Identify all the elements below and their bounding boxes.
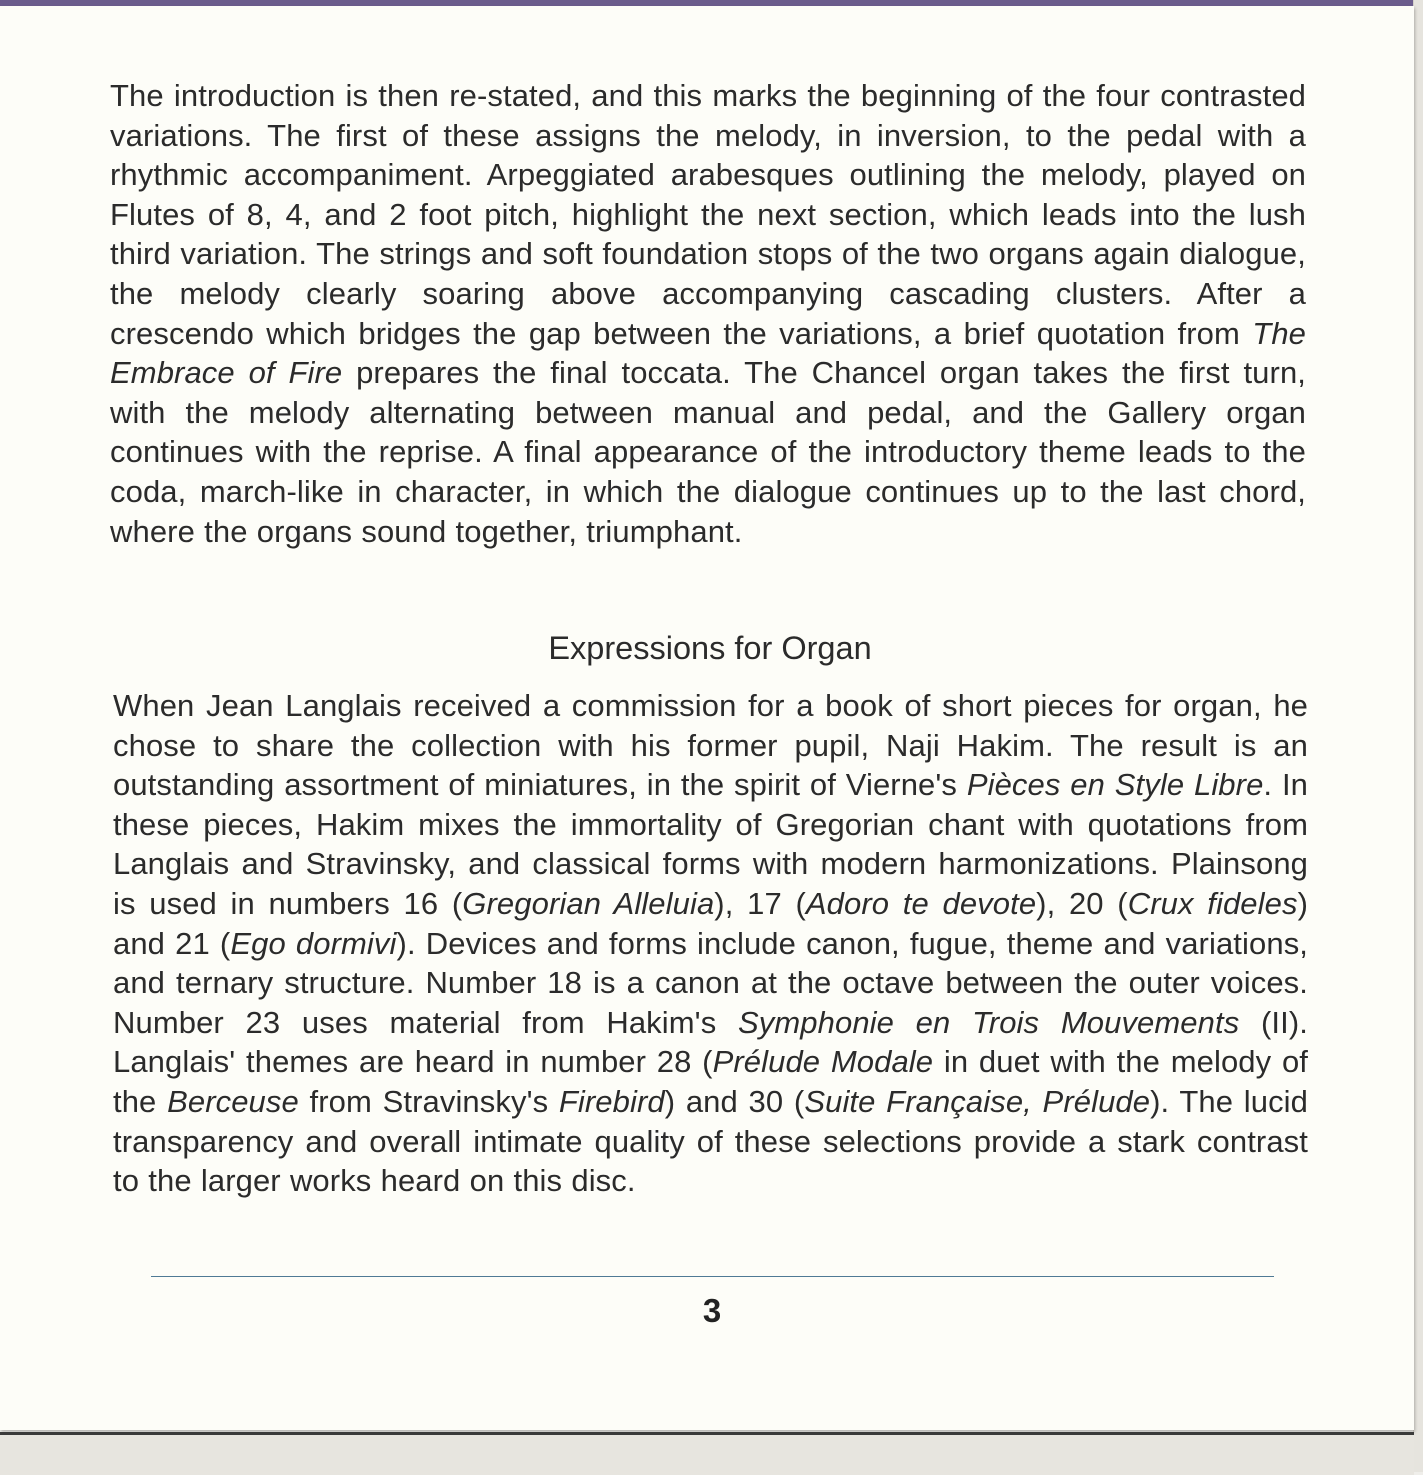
text-run: from Stravinsky's	[298, 1083, 559, 1119]
section-heading: Expressions for Organ	[548, 630, 872, 666]
text-run: ). The lucid transparency and overall intimate quality of these selections provide a stark contrast to the larger works heard on this disc.	[113, 1083, 1309, 1199]
text-run: ) and 30 (	[664, 1083, 805, 1119]
italic-title: Symphonie en Trois Mouvements	[738, 1004, 1240, 1040]
italic-title: The Embrace of Fire	[110, 315, 1306, 391]
page-edge-bottom	[0, 1432, 1414, 1475]
italic-title: Adoro te devote	[805, 885, 1037, 921]
text-run: . In these pieces, Hakim mixes the immortality of Gregorian chant with quotations from Langlais and Stravinsky, and classical forms with modern harmonizations. Plainsong is used in numbers 16 (	[113, 767, 1308, 921]
text-run: (II). Langlais' themes are heard in number 28 (	[113, 1004, 1308, 1080]
italic-title: Prélude Modale	[712, 1044, 934, 1080]
text-run: ) and 21 (	[113, 885, 1308, 961]
page-number: 3	[702, 1292, 722, 1329]
italic-title: Pièces en Style Libre	[966, 767, 1264, 803]
italic-title: Suite Française, Prélude	[804, 1083, 1151, 1119]
text-run: prepares the final toccata. The Chancel organ takes the first turn, with the melody alternating between manual and pedal, and the Gallery organ continues with the reprise. A final appearance of the introductory theme leads to the coda, march-like in character, in which the dialogue continues up to the last chord, where the organs sound together, triumphant.	[110, 355, 1306, 549]
italic-title: Gregorian Alleluia	[462, 885, 715, 921]
text-run: The introduction is then re-stated, and this marks the beginning of the four contrasted variations. The first of these assigns the melody, in inversion, to the pedal with a rhythmic accompaniment. Arpeggiated arabesques outlining the melody, played on Flutes of 8, 4, and 2 foot pitch, highlight the next section, which leads into the lush third variation. The strings and soft foundation stops of the two organs again dialogue, the melody clearly soaring above accompanying cascading clusters. After a crescendo which bridges the gap between the variations, a brief quotation from	[110, 78, 1306, 351]
text-run: When Jean Langlais received a commission for a book of short pieces for organ, he chose to share the collection with his former pupil, Naji Hakim. The result is an outstanding assortment of miniatures, in the spirit of Vierne's	[113, 688, 1308, 803]
text-run: ), 17 (	[714, 885, 806, 921]
text-run: ), 20 (	[1036, 885, 1128, 921]
body-paragraph-1	[110, 76, 1306, 551]
italic-title: Ego dormivi	[230, 925, 397, 961]
footer-divider	[151, 1276, 1274, 1277]
text-run: ). Devices and forms include canon, fugue, theme and variations, and ternary structure. Number 18 is a canon at the octave between the outer voices. Number 23 uses material from Hakim's	[113, 925, 1309, 1040]
italic-title: Crux fideles	[1127, 885, 1298, 921]
text-run: in duet with the melody of the	[113, 1044, 1308, 1119]
italic-title: Berceuse	[167, 1083, 299, 1119]
body-paragraph-2	[113, 686, 1308, 1201]
italic-title: Firebird	[558, 1083, 665, 1119]
page-edge-right	[1413, 0, 1423, 1472]
